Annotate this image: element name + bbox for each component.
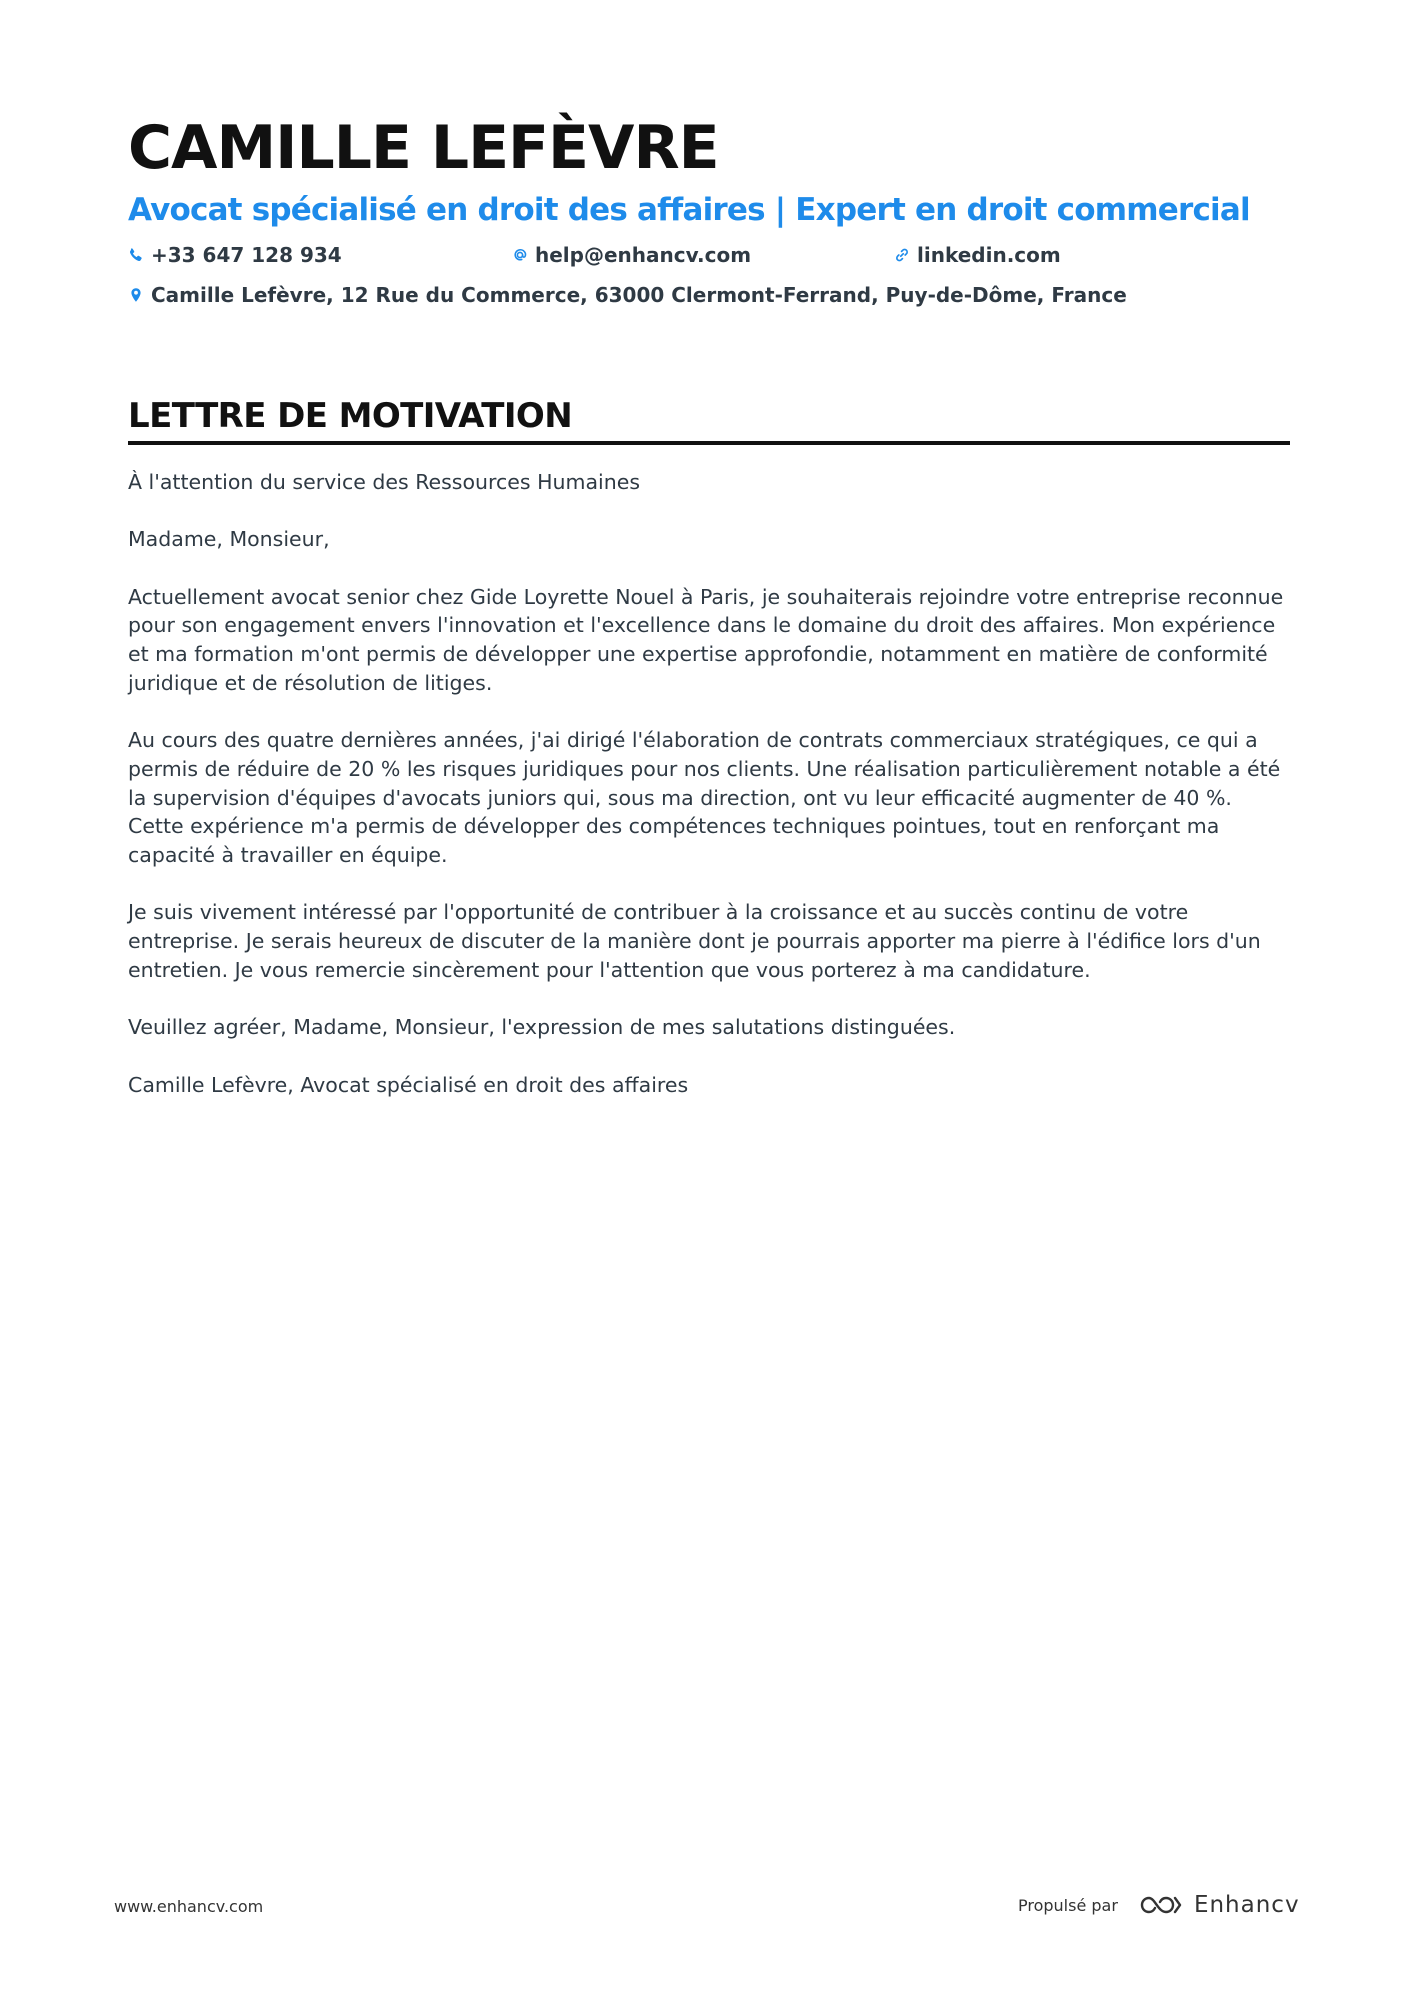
brand-name: Enhancv — [1193, 1892, 1300, 1918]
powered-by — [1018, 1892, 1300, 1918]
letter-recipient: À l'attention du service des Ressources Humaines — [128, 470, 640, 494]
candidate-name: CAMILLE LEFÈVRE — [128, 113, 719, 183]
contact-linkedin[interactable] — [894, 243, 1061, 267]
footer-url[interactable]: www.enhancv.com — [114, 1897, 264, 1916]
letter-body — [128, 468, 1290, 1128]
letter-paragraph: Actuellement avocat senior chez Gide Loyrette Nouel à Paris, je souhaiterais rejoindre votre entreprise reconnue pour son engagement envers l'innovation et l'excellence dans le domaine du droit des affaires. Mon expérience et ma formation m'ont permis de développer une expertise approfondie, notamment en matière de conformité juridique et de résolution de litiges. — [128, 584, 1284, 695]
section-title: LETTRE DE MOTIVATION — [128, 394, 1290, 445]
phone-value: +33 647 128 934 — [151, 243, 342, 267]
letter-paragraph: Je suis vivement intéressé par l'opportunité de contribuer à la croissance et au succès continu de votre entreprise. Je serais heureux de discuter de la manière dont je pourrais apporter ma pierre à l'édifice lors d'un entretien. Je vous remercie sincèrement pour l'attention que vous porterez à ma candidature. — [128, 900, 1261, 982]
location-pin-icon — [128, 287, 144, 303]
letter-signature: Camille Lefèvre, Avocat spécialisé en droit des affaires — [128, 1072, 689, 1097]
letter-paragraph: Au cours des quatre dernières années, j'ai dirigé l'élaboration de contrats commerciaux stratégiques, ce qui a permis de réduire de 20 % les risques juridiques pour nos clients. Une réalisation particulièrement notable a été la supervision d'équipes d'avocats juniors qui, sous ma direction, ont vu leur efficacité augmenter de 40 %. Cette expérience m'a permis de développer des compétences techniques pointues, tout en renforçant ma capacité à travailler en équipe. — [128, 728, 1281, 868]
candidate-headline: Avocat spécialisé en droit des affaires | Expert en droit commercial — [128, 192, 1250, 228]
letter-closing: Veuillez agréer, Madame, Monsieur, l'expression de mes salutations distinguées. — [128, 1015, 956, 1040]
enhancv-logo-icon — [1138, 1892, 1184, 1918]
letter-salutation: Madame, Monsieur, — [128, 527, 330, 552]
link-icon — [894, 247, 910, 263]
powered-by-label: Propulsé par — [1018, 1895, 1118, 1915]
contact-address — [128, 283, 1127, 307]
at-icon — [512, 247, 528, 263]
phone-icon — [128, 247, 144, 263]
linkedin-value: linkedin.com — [917, 243, 1061, 267]
contact-phone — [128, 243, 342, 267]
contact-email[interactable] — [512, 243, 751, 267]
address-value: Camille Lefèvre, 12 Rue du Commerce, 63000 Clermont-Ferrand, Puy-de-Dôme, France — [151, 283, 1127, 307]
email-value: help@enhancv.com — [535, 243, 752, 267]
